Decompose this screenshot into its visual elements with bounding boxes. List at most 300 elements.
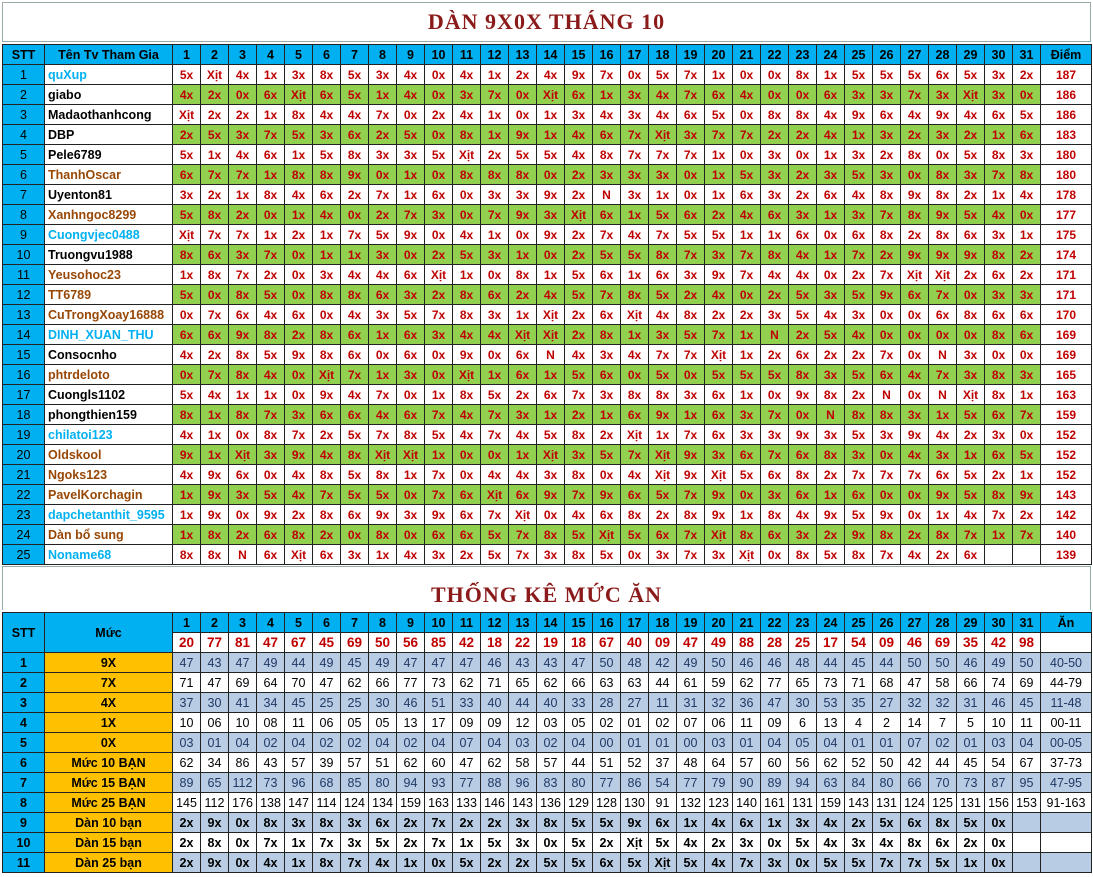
stats-cell: 5x (817, 853, 845, 873)
result-cell: 7x (201, 165, 229, 185)
result-cell: 3x (621, 105, 649, 125)
day-header: 29 (957, 45, 985, 65)
stats-cell: 2x (845, 813, 873, 833)
stats-cell: 54 (985, 753, 1013, 773)
stats-cell: 7x (425, 813, 453, 833)
result-cell: 0x (901, 325, 929, 345)
winning-number: 17 (817, 633, 845, 653)
result-cell: 0x (537, 505, 565, 525)
result-cell: 1x (929, 405, 957, 425)
result-cell: 4x (957, 505, 985, 525)
result-cell: 5x (341, 465, 369, 485)
result-cell: 0x (425, 125, 453, 145)
stats-cell: 47 (201, 673, 229, 693)
result-cell: 6x (341, 125, 369, 145)
result-cell: 9x (285, 345, 313, 365)
result-cell: 3x (761, 485, 789, 505)
result-cell: 6x (397, 265, 425, 285)
score-cell: 163 (1041, 385, 1092, 405)
result-cell: 3x (873, 425, 901, 445)
result-cell: 3x (929, 445, 957, 465)
result-cell: 2x (229, 525, 257, 545)
result-cell: 2x (789, 165, 817, 185)
result-cell: 0x (1013, 345, 1041, 365)
result-cell: 6x (593, 365, 621, 385)
result-cell: 1x (509, 245, 537, 265)
result-cell: 1x (1013, 385, 1041, 405)
stats-an-cell: 00-05 (1041, 733, 1092, 753)
stats-cell: 42 (901, 753, 929, 773)
result-cell: 8x (1013, 165, 1041, 185)
result-cell: 0x (929, 325, 957, 345)
result-cell: 8x (285, 525, 313, 545)
stats-cell: 65 (509, 673, 537, 693)
result-cell: 6x (733, 445, 761, 465)
stats-cell: 6x (369, 813, 397, 833)
row-stt: 14 (3, 325, 45, 345)
result-cell: 0x (397, 525, 425, 545)
stats-title-banner (2, 566, 1091, 610)
result-cell: 8x (985, 325, 1013, 345)
member-name: Cuongls1102 (45, 385, 173, 405)
result-cell: 5x (397, 305, 425, 325)
row-stt: 22 (3, 485, 45, 505)
stats-cell: 3x (509, 833, 537, 853)
table-row (3, 365, 1092, 385)
result-cell: 4x (453, 225, 481, 245)
result-cell: 4x (761, 265, 789, 285)
stats-cell: 90 (733, 773, 761, 793)
result-cell: 3x (649, 325, 677, 345)
result-cell: 1x (733, 345, 761, 365)
row-stt: 12 (3, 285, 45, 305)
result-cell: 2x (201, 345, 229, 365)
stats-cell: 0x (789, 853, 817, 873)
result-cell: 8x (229, 285, 257, 305)
day-header: 11 (453, 45, 481, 65)
result-cell: 5x (677, 225, 705, 245)
result-cell: 2x (565, 325, 593, 345)
result-cell: 8x (817, 385, 845, 405)
result-cell: 5x (789, 285, 817, 305)
result-cell: 6x (565, 85, 593, 105)
result-cell: 3x (761, 145, 789, 165)
score-cell: 170 (1041, 305, 1092, 325)
result-cell: 4x (649, 305, 677, 325)
stats-cell: 07 (677, 713, 705, 733)
day-header: 30 (985, 45, 1013, 65)
stats-row-label: Dàn 15 bạn (45, 833, 173, 853)
result-cell: 8x (173, 245, 201, 265)
result-cell: 8x (901, 145, 929, 165)
stats-cell: 45 (957, 753, 985, 773)
result-cell: 5x (957, 65, 985, 85)
result-cell: 7x (425, 485, 453, 505)
result-cell: 9x (929, 245, 957, 265)
stats-cell: 67 (1013, 753, 1041, 773)
result-cell: 0x (677, 365, 705, 385)
stats-cell: 46 (985, 693, 1013, 713)
stats-cell: 5 (957, 713, 985, 733)
result-cell: 8x (453, 385, 481, 405)
result-cell: 3x (761, 425, 789, 445)
stats-cell: 0x (425, 853, 453, 873)
result-cell: 3x (229, 245, 257, 265)
stats-cell: 77 (677, 773, 705, 793)
result-cell: 1x (481, 365, 509, 385)
result-cell: 1x (845, 125, 873, 145)
stats-cell: 54 (649, 773, 677, 793)
result-cell: 6x (789, 345, 817, 365)
result-cell: 4x (397, 85, 425, 105)
result-cell: 6x (341, 405, 369, 425)
stats-cell: 2x (481, 813, 509, 833)
stats-day-header: 12 (481, 613, 509, 633)
result-cell: 5x (425, 145, 453, 165)
result-cell: 4x (1013, 185, 1041, 205)
row-stt: 5 (3, 145, 45, 165)
stats-cell: 5x (649, 833, 677, 853)
result-cell: 5x (173, 145, 201, 165)
result-cell: 7x (509, 545, 537, 565)
result-cell: 5x (649, 205, 677, 225)
result-cell: 2x (677, 285, 705, 305)
result-cell: 0x (285, 265, 313, 285)
result-cell: 8x (621, 385, 649, 405)
result-cell: 7x (369, 105, 397, 125)
stats-day-header: 4 (257, 613, 285, 633)
result-cell: 2x (285, 325, 313, 345)
result-cell: 3x (509, 405, 537, 425)
result-cell: 5x (1013, 105, 1041, 125)
result-cell: 1x (733, 225, 761, 245)
stats-cell: 45 (285, 693, 313, 713)
stats-day-header: 20 (705, 613, 733, 633)
row-stt: 8 (3, 205, 45, 225)
stats-cell: 5x (565, 813, 593, 833)
stats-cell: 112 (229, 773, 257, 793)
result-cell: 6x (453, 525, 481, 545)
score-cell: 183 (1041, 125, 1092, 145)
stats-cell: 62 (341, 673, 369, 693)
result-cell: 9x (929, 205, 957, 225)
result-cell: 2x (957, 185, 985, 205)
result-cell: 2x (901, 125, 929, 145)
result-cell: 2x (789, 325, 817, 345)
stats-cell: 07 (901, 733, 929, 753)
result-cell: 6x (453, 485, 481, 505)
result-cell: 3x (817, 165, 845, 185)
member-name: chilatoi123 (45, 425, 173, 445)
result-cell: 8x (985, 385, 1013, 405)
stats-cell: 60 (761, 753, 789, 773)
result-cell: 1x (257, 385, 285, 405)
result-cell: 6x (649, 525, 677, 545)
winning-number: 35 (957, 633, 985, 653)
stats-cell: 27 (621, 693, 649, 713)
result-cell: 7x (733, 125, 761, 145)
result-cell: 3x (509, 185, 537, 205)
result-cell: 2x (341, 185, 369, 205)
result-cell: 3x (985, 285, 1013, 305)
result-cell: 5x (341, 85, 369, 105)
table-row (3, 345, 1092, 365)
stats-an-cell: 11-48 (1041, 693, 1092, 713)
result-cell: 6x (929, 305, 957, 325)
result-cell: 8x (789, 465, 817, 485)
result-cell: 4x (481, 325, 509, 345)
score-cell: 165 (1041, 365, 1092, 385)
result-cell: 4x (257, 305, 285, 325)
result-cell: 8x (565, 545, 593, 565)
row-stt: 9 (3, 225, 45, 245)
result-cell: 4x (509, 425, 537, 445)
result-cell: 7x (873, 545, 901, 565)
result-cell: 9x (285, 445, 313, 465)
result-cell: 3x (873, 125, 901, 145)
name-header: Tên Tv Tham Gia (45, 45, 173, 65)
winning-number: 42 (985, 633, 1013, 653)
day-header: 31 (1013, 45, 1041, 65)
stats-cell: 62 (453, 673, 481, 693)
score-cell: 180 (1041, 145, 1092, 165)
result-cell: 8x (985, 145, 1013, 165)
result-cell: 2x (593, 425, 621, 445)
result-cell: 6x (537, 385, 565, 405)
result-cell: 3x (957, 345, 985, 365)
result-cell: 6x (985, 445, 1013, 465)
score-cell: 152 (1041, 465, 1092, 485)
result-cell: 3x (285, 65, 313, 85)
result-cell: 5x (733, 365, 761, 385)
result-cell: 0x (425, 165, 453, 185)
stats-cell: 1x (397, 853, 425, 873)
result-cell: Xịt (649, 465, 677, 485)
stats-day-header: 29 (957, 613, 985, 633)
stats-an-cell: 44-79 (1041, 673, 1092, 693)
stats-day-header: 28 (929, 613, 957, 633)
table-row (3, 125, 1092, 145)
result-cell: 2x (565, 305, 593, 325)
stats-day-header: 16 (593, 613, 621, 633)
score-cell: 186 (1041, 85, 1092, 105)
result-cell: 7x (677, 65, 705, 85)
result-cell: 3x (929, 85, 957, 105)
result-cell: 7x (1013, 405, 1041, 425)
result-cell: 7x (481, 405, 509, 425)
stats-cell: 7x (901, 853, 929, 873)
result-cell: 8x (593, 145, 621, 165)
stats-cell: 47 (761, 693, 789, 713)
stats-row-label: Mức 25 BẠN (45, 793, 173, 813)
result-cell: 4x (229, 145, 257, 165)
result-cell: 8x (929, 525, 957, 545)
result-cell: 5x (173, 65, 201, 85)
result-cell: 0x (621, 365, 649, 385)
result-cell: 9x (873, 505, 901, 525)
result-cell: 4x (341, 385, 369, 405)
result-cell: 7x (621, 145, 649, 165)
result-cell: 7x (957, 525, 985, 545)
result-cell: 7x (257, 405, 285, 425)
stats-cell: 30 (369, 693, 397, 713)
stats-cell: 04 (565, 733, 593, 753)
result-cell: 7x (425, 305, 453, 325)
winning-number: 47 (677, 633, 705, 653)
result-cell: 8x (901, 205, 929, 225)
result-cell: 5x (425, 425, 453, 445)
result-cell: 5x (621, 525, 649, 545)
stats-cell: 04 (481, 733, 509, 753)
stats-cell: 40 (481, 693, 509, 713)
stats-cell: 49 (257, 653, 285, 673)
result-cell: 6x (817, 85, 845, 105)
stats-cell: 35 (845, 693, 873, 713)
result-cell: 5x (509, 145, 537, 165)
result-cell: 0x (313, 305, 341, 325)
result-cell: 8x (873, 405, 901, 425)
member-name: Yeusohoc23 (45, 265, 173, 285)
result-cell: 6x (817, 185, 845, 205)
result-cell: 4x (621, 225, 649, 245)
result-cell: 2x (229, 105, 257, 125)
result-cell: 8x (761, 245, 789, 265)
result-cell: 2x (789, 125, 817, 145)
result-cell: 8x (509, 265, 537, 285)
result-cell: 0x (761, 85, 789, 105)
result-cell: Xịt (705, 345, 733, 365)
result-cell: 1x (537, 265, 565, 285)
result-cell: 8x (817, 445, 845, 465)
result-cell: 0x (901, 485, 929, 505)
result-cell: 3x (957, 165, 985, 185)
stats-cell: 2x (453, 813, 481, 833)
day-header: 17 (621, 45, 649, 65)
result-cell: 6x (257, 525, 285, 545)
result-cell: 7x (677, 485, 705, 505)
result-cell: 1x (649, 425, 677, 445)
result-cell: Xịt (369, 445, 397, 465)
result-cell: 4x (453, 65, 481, 85)
result-cell: 7x (229, 165, 257, 185)
table-row (3, 325, 1092, 345)
result-cell: 1x (537, 105, 565, 125)
day-header: 23 (789, 45, 817, 65)
stats-cell: 62 (537, 673, 565, 693)
table-row (3, 165, 1092, 185)
stats-cell: 8x (901, 833, 929, 853)
result-cell: 4x (173, 465, 201, 485)
stats-cell: 2x (173, 833, 201, 853)
row-stt: 25 (3, 545, 45, 565)
result-cell: 5x (761, 365, 789, 385)
stats-cell: 58 (509, 753, 537, 773)
result-cell: 1x (201, 405, 229, 425)
stats-cell: 04 (285, 733, 313, 753)
stats-cell: 5x (565, 853, 593, 873)
stats-day-header: 6 (313, 613, 341, 633)
stats-cell: 1x (761, 813, 789, 833)
stats-row-label: Mức 10 BẠN (45, 753, 173, 773)
stats-cell: 131 (789, 793, 817, 813)
stats-cell: 50 (929, 653, 957, 673)
result-cell: 0x (733, 105, 761, 125)
stats-row-stt: 9 (3, 813, 45, 833)
result-cell: 4x (789, 265, 817, 285)
row-stt: 17 (3, 385, 45, 405)
winning-number: 25 (789, 633, 817, 653)
result-cell: 2x (369, 205, 397, 225)
stats-cell: 64 (705, 753, 733, 773)
stats-day-header: 10 (425, 613, 453, 633)
stats-cell: 65 (789, 673, 817, 693)
result-cell: 0x (201, 285, 229, 305)
result-cell: 1x (733, 325, 761, 345)
score-cell: 171 (1041, 265, 1092, 285)
stats-row (3, 753, 1092, 773)
stats-cell: 69 (229, 673, 257, 693)
member-name: dapchetanthit_9595 (45, 505, 173, 525)
stats-cell: 8x (929, 813, 957, 833)
result-cell: 1x (817, 485, 845, 505)
stats-cell: 34 (257, 693, 285, 713)
result-cell: 5x (705, 365, 733, 385)
stats-cell: 5x (481, 833, 509, 853)
stats-an-cell (1041, 833, 1092, 853)
stats-row-stt: 7 (3, 773, 45, 793)
result-cell: 7x (285, 425, 313, 445)
stats-cell: 47 (397, 653, 425, 673)
result-cell: 1x (369, 85, 397, 105)
stats-an-cell: 00-11 (1041, 713, 1092, 733)
result-cell: 3x (761, 305, 789, 325)
result-cell: 6x (789, 225, 817, 245)
result-cell: 2x (705, 205, 733, 225)
stats-cell: 2x (509, 853, 537, 873)
result-cell: 6x (789, 445, 817, 465)
result-cell: 3x (985, 425, 1013, 445)
stats-cell: 73 (957, 773, 985, 793)
result-cell: 2x (509, 65, 537, 85)
result-cell: 2x (201, 85, 229, 105)
result-cell: 0x (537, 165, 565, 185)
result-cell: 0x (509, 225, 537, 245)
stats-cell: 11 (733, 713, 761, 733)
member-name: TT6789 (45, 285, 173, 305)
result-cell: 3x (173, 185, 201, 205)
stats-day-header: 1 (173, 613, 201, 633)
row-stt: 1 (3, 65, 45, 85)
result-cell: 0x (901, 385, 929, 405)
result-cell: 2x (285, 225, 313, 245)
winning-number: 69 (341, 633, 369, 653)
stats-cell: 04 (1013, 733, 1041, 753)
result-cell: 3x (369, 145, 397, 165)
result-cell: 5x (537, 145, 565, 165)
result-cell: 2x (817, 345, 845, 365)
result-cell: 0x (425, 225, 453, 245)
stats-cell: 62 (173, 753, 201, 773)
result-cell: 5x (957, 485, 985, 505)
result-cell: 2x (565, 165, 593, 185)
result-cell: 0x (901, 505, 929, 525)
result-cell: 7x (985, 505, 1013, 525)
stats-table (2, 612, 1092, 873)
result-cell: 5x (565, 285, 593, 305)
result-cell (985, 545, 1013, 565)
stats-cell: 7x (873, 853, 901, 873)
stats-cell: 2x (397, 813, 425, 833)
